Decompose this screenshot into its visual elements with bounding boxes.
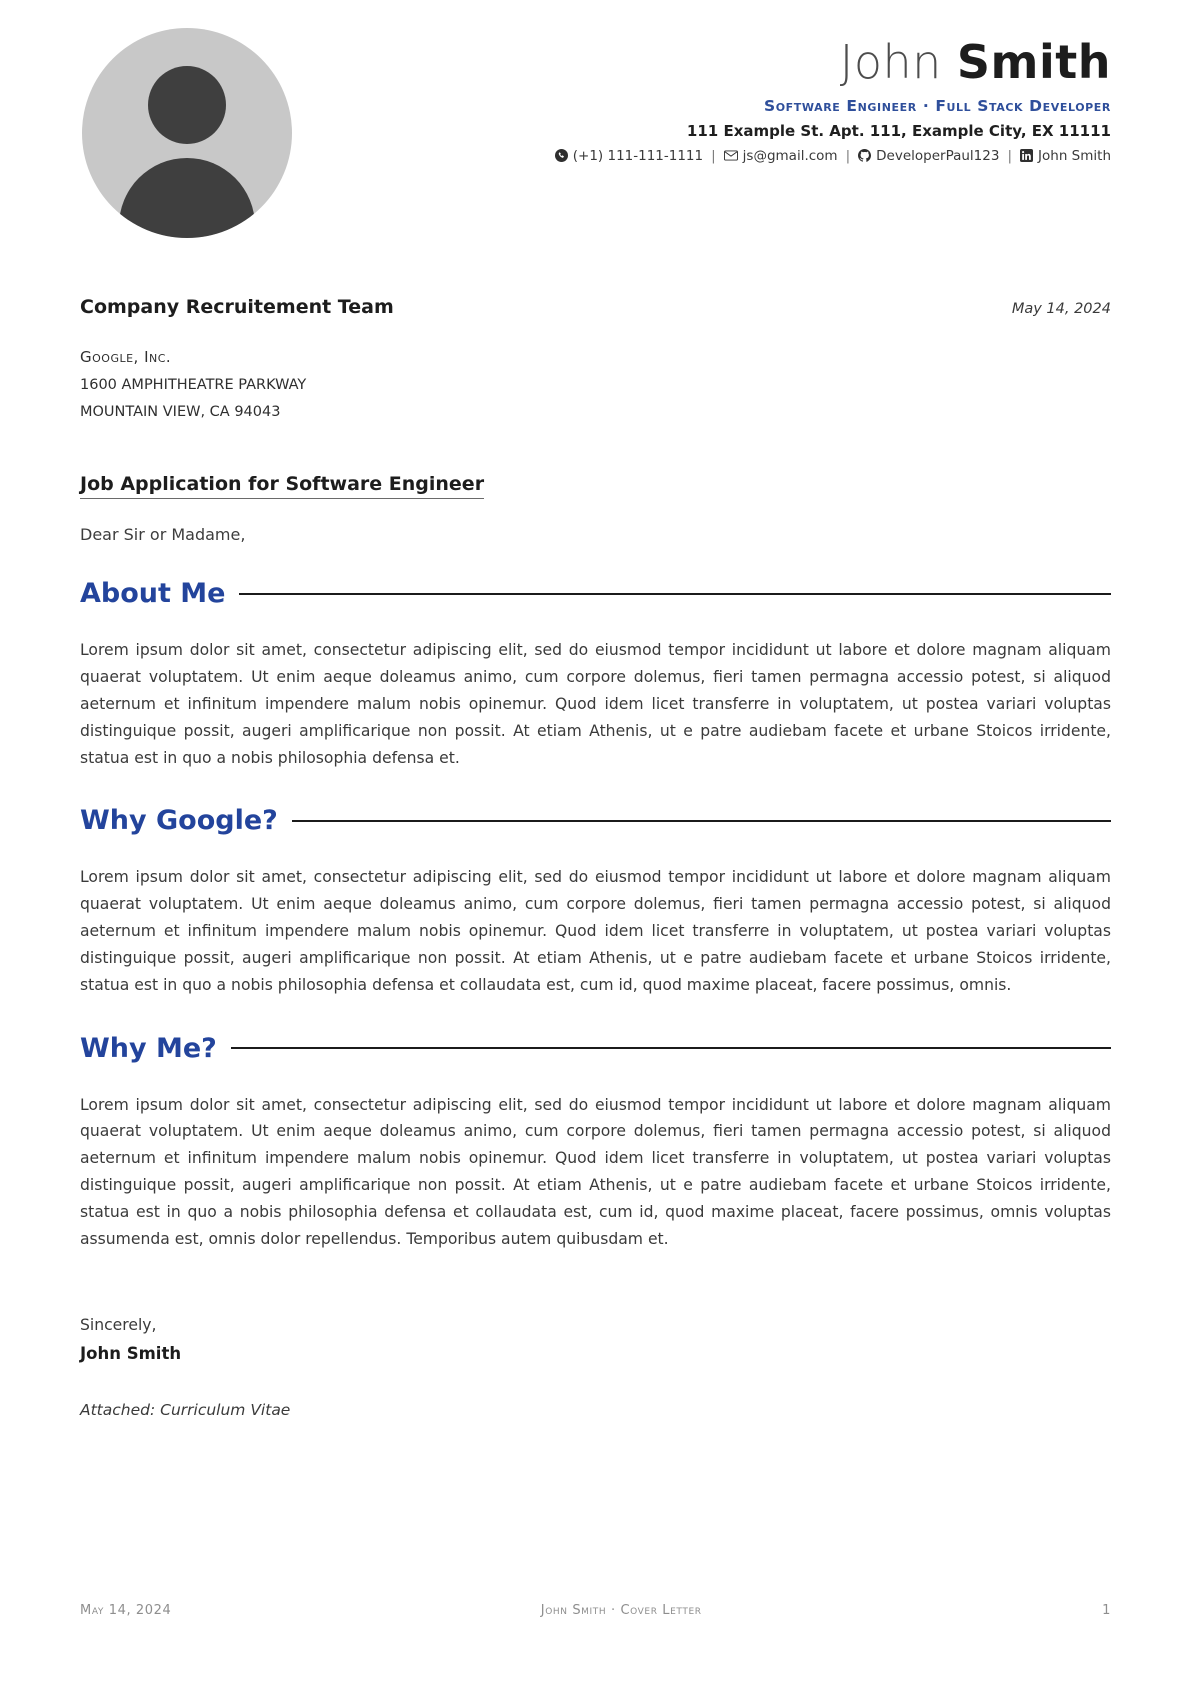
footer-page-number: 1 bbox=[1102, 1603, 1111, 1618]
avatar bbox=[82, 28, 292, 238]
section-title: About Me bbox=[80, 578, 226, 610]
first-name: John bbox=[839, 35, 942, 89]
letter-subject: Job Application for Software Engineer bbox=[80, 473, 484, 499]
section-rule bbox=[239, 593, 1111, 595]
section-rule bbox=[231, 1047, 1111, 1049]
contact-line bbox=[292, 148, 1111, 164]
professional-subtitle: Software Engineer · Full Stack Developer bbox=[763, 96, 1111, 115]
recipient-row bbox=[80, 296, 1111, 318]
section-header bbox=[80, 578, 1111, 609]
phone-text: (+1) 111-111-1111 bbox=[572, 147, 704, 164]
section-why-google bbox=[80, 805, 1111, 998]
page-title bbox=[292, 35, 1111, 89]
phone-icon bbox=[555, 149, 568, 162]
attachment-note: Attached: Curriculum Vitae bbox=[80, 1400, 291, 1419]
contact-phone[interactable] bbox=[555, 148, 703, 164]
footer-date: May 14, 2024 bbox=[80, 1603, 172, 1618]
section-why-me bbox=[80, 1033, 1111, 1253]
section-title: Why Google? bbox=[80, 805, 278, 837]
avatar-head-shape bbox=[148, 66, 226, 144]
email-text: js@gmail.com bbox=[742, 147, 838, 164]
company-name: Google, Inc. bbox=[80, 348, 172, 366]
section-title: Why Me? bbox=[80, 1032, 217, 1064]
linkedin-icon bbox=[1020, 149, 1033, 162]
closing-signer: John Smith bbox=[80, 1343, 182, 1363]
contact-email[interactable] bbox=[724, 148, 838, 164]
avatar-body-shape bbox=[119, 158, 255, 238]
company-address-block bbox=[80, 344, 1111, 425]
github-icon bbox=[858, 149, 871, 162]
last-name: Smith bbox=[956, 35, 1111, 89]
letter-header bbox=[80, 0, 1111, 238]
personal-address: 111 Example St. Apt. 111, Example City, EX 11111 bbox=[686, 121, 1111, 140]
page-footer bbox=[80, 1603, 1111, 1618]
name-block bbox=[292, 28, 1111, 164]
section-about-me bbox=[80, 578, 1111, 771]
letter-greeting: Dear Sir or Madame, bbox=[80, 525, 246, 545]
linkedin-text: John Smith bbox=[1038, 147, 1111, 164]
section-body: Lorem ipsum dolor sit amet, consectetur adipiscing elit, sed do eiusmod tempor incididunt ut labore et dolore magnam aliquam quaerat voluptatem. Ut enim aeque doleamus animo, cum corpore dolemus, fieri tamen permagna accessio potest, si aliquod aeternum et infinitum impendere malum nobis opinemur. Quod idem licet transferre in voluptatem, ut postea variari voluptas distinguique possit, augeri amplificarique non possit. At etiam Athenis, ut e patre audiebam facete et urbane Stoicos irridente, statua est in quo a nobis philosophia defensa et collaudata est, cum id, quod maxime placeat, facere possimus, omnis. bbox=[80, 868, 1111, 994]
contact-linkedin[interactable] bbox=[1020, 148, 1111, 164]
company-address-line-2: MOUNTAIN VIEW, CA 94043 bbox=[80, 403, 281, 420]
github-text: DeveloperPaul123 bbox=[876, 147, 1000, 164]
contact-separator: | bbox=[711, 147, 716, 164]
closing-salutation: Sincerely, bbox=[80, 1316, 157, 1335]
letter-closing bbox=[80, 1312, 1111, 1368]
contact-separator: | bbox=[845, 147, 851, 164]
section-header bbox=[80, 1033, 1111, 1064]
recipient-name: Company Recruitement Team bbox=[80, 296, 394, 318]
section-body: Lorem ipsum dolor sit amet, consectetur adipiscing elit, sed do eiusmod tempor incididunt ut labore et dolore magnam aliquam quaerat voluptatem. Ut enim aeque doleamus animo, cum corpore dolemus, fieri tamen permagna accessio potest, si aliquod aeternum et infinitum impendere malum nobis opinemur. Quod idem licet transferre in voluptatem, ut postea variari voluptas distinguique possit, augeri amplificarique non possit. At etiam Athenis, ut e patre audiebam facete et urbane Stoicos irridente, statua est in quo a nobis philosophia defensa et. bbox=[80, 641, 1111, 767]
contact-separator: | bbox=[1007, 147, 1013, 164]
section-body: Lorem ipsum dolor sit amet, consectetur adipiscing elit, sed do eiusmod tempor incididunt ut labore et dolore magnam aliquam quaerat voluptatem. Ut enim aeque doleamus animo, cum corpore dolemus, fieri tamen permagna accessio potest, si aliquod aeternum et infinitum impendere malum nobis opinemur. Quod idem licet transferre in voluptatem, ut postea variari voluptas distinguique possit, augeri amplificarique non possit. At etiam Athenis, ut e patre audiebam facete et urbane Stoicos irridente, statua est in quo a nobis philosophia defensa et collaudata est, cum id, quod maxime placeat, facere possimus, omnis voluptas assumenda est, omnis dolor repellendus. Temporibus autem quibusdam et. bbox=[80, 1095, 1111, 1248]
footer-title: John Smith · Cover Letter bbox=[540, 1603, 702, 1618]
letter-date: May 14, 2024 bbox=[1011, 301, 1111, 317]
section-header bbox=[80, 805, 1111, 836]
contact-github[interactable] bbox=[858, 148, 999, 164]
company-address-line-1: 1600 AMPHITHEATRE PARKWAY bbox=[80, 376, 307, 393]
email-icon bbox=[724, 150, 738, 161]
section-rule bbox=[292, 820, 1111, 822]
